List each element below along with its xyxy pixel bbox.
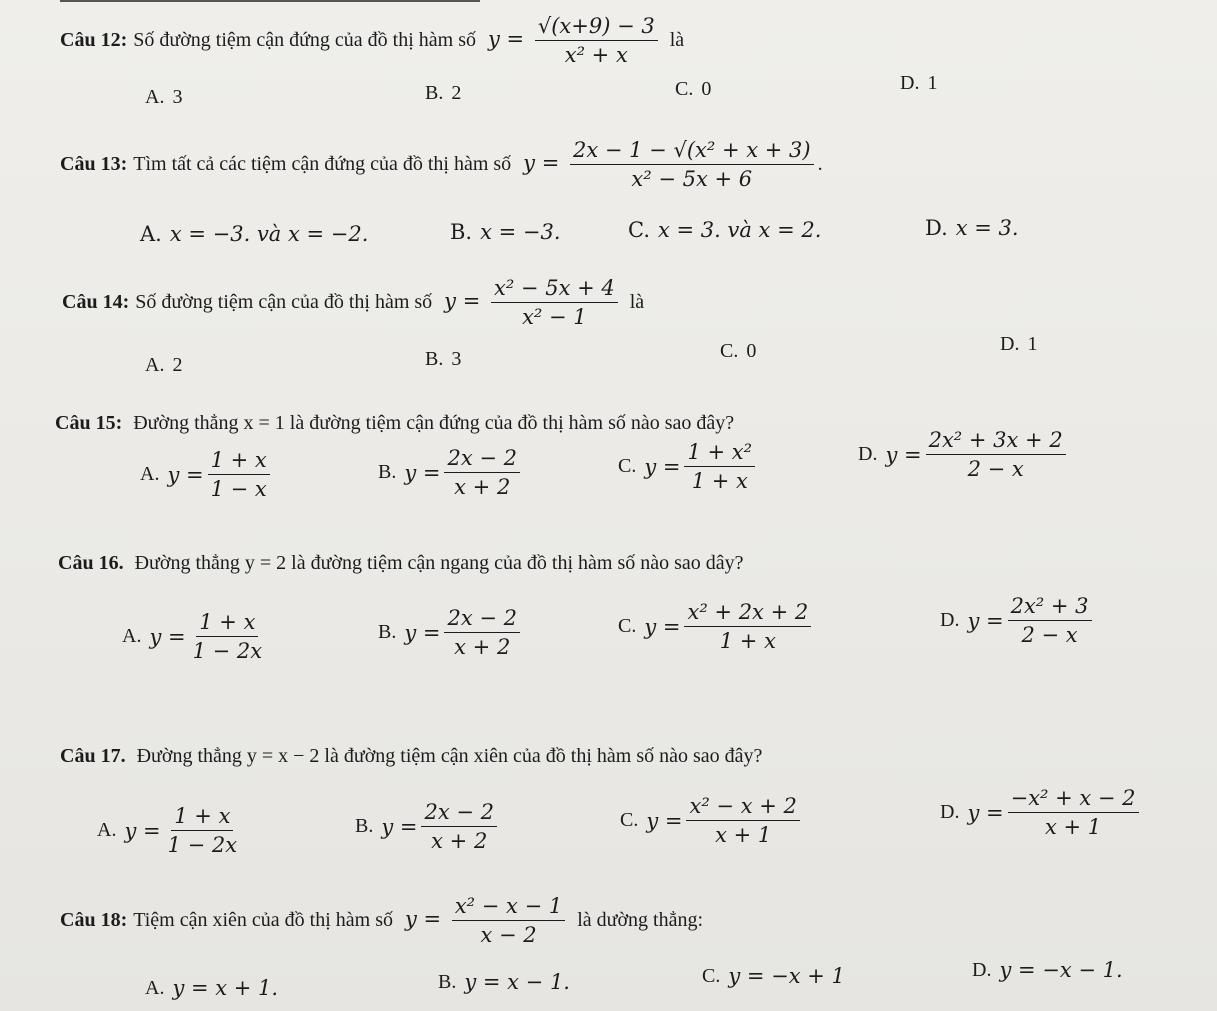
question-18 xyxy=(60,894,703,947)
question-label: Câu 12: xyxy=(60,29,128,51)
question-function: y = $\frac{√(x+9) - 3}{\text{x² + x}}$ xyxy=(488,14,662,67)
question-tail: . xyxy=(817,153,823,175)
option-d[interactable]: D. 1 xyxy=(900,72,938,94)
question-text: Số đường tiệm cận của đồ thị hàm số xyxy=(135,291,433,313)
question-label: Câu 16. xyxy=(58,552,124,574)
option-d[interactable]: D. y = $\frac{\text{2x² + 3}}{2 - x}$ xyxy=(940,594,1096,647)
fraction: $\frac{\text{2x² + 3x + 2}}{2 - x}$ xyxy=(926,428,1066,481)
question-text: Đường thẳng x = 1 là đường tiệm cận đứng của đồ thị hàm số nào sao đây? xyxy=(133,412,735,434)
option-c[interactable]: C. y = $\frac{\text{x² + 2x + 2}}{1 + x}$ xyxy=(618,600,815,653)
option-d[interactable]: D. y = $\frac{\text{−x² + x − 2}}{x + 1}$ xyxy=(940,786,1143,839)
question-tail: là dường thẳng: xyxy=(577,909,704,931)
option-d[interactable]: D. 1 xyxy=(1000,333,1038,355)
option-d[interactable]: D. y = $\frac{\text{2x² + 3x + 2}}{2 - x}$ xyxy=(858,428,1070,481)
question-label: Câu 14: xyxy=(62,291,130,313)
question-text: Tiệm cận xiên của đồ thị hàm số xyxy=(133,909,394,931)
option-a[interactable]: A. x = −3. và x = −2. xyxy=(140,222,369,246)
question-14 xyxy=(62,276,644,329)
question-text: Số đường tiệm cận đứng của đồ thị hàm số xyxy=(133,29,476,51)
option-b[interactable]: B. y = $\frac{2x - 2}{x + 2}$ xyxy=(378,446,524,499)
option-c[interactable]: C. x = 3. và x = 2. xyxy=(628,218,822,242)
question-text: Đường thẳng y = 2 là đường tiệm cận ngang của đồ thị hàm số nào sao dây? xyxy=(134,552,744,574)
fraction: $\frac{2x - 2}{x + 2}$ xyxy=(444,606,520,659)
question-label: Câu 17. xyxy=(60,745,126,767)
question-15 xyxy=(55,412,734,435)
top-rule xyxy=(60,0,480,2)
fraction: $\frac{\text{x² − 5x + 4}}{\text{x² − 1}}$ xyxy=(491,276,618,329)
option-b[interactable]: B. 2 xyxy=(425,82,462,104)
fraction: $\frac{1 + x}{1 - 2x}$ xyxy=(167,804,238,857)
fraction: $\frac{\text{2x − 1 − √(x² + x + 3)}}{\text{x² − 5x + 6}}$ xyxy=(570,138,814,191)
fraction: $\frac{2x - 2}{x + 2}$ xyxy=(421,800,497,853)
fraction: $\frac{\text{−x² + x − 2}}{x + 1}$ xyxy=(1008,786,1139,839)
question-label: Câu 18: xyxy=(60,909,128,931)
question-13 xyxy=(60,138,823,191)
question-label: Câu 13: xyxy=(60,153,128,175)
question-function: y = $\frac{\text{x² − 5x + 4}}{\text{x² − 1}}$ xyxy=(444,276,622,329)
option-c[interactable]: C. 0 xyxy=(720,340,757,362)
question-tail: là xyxy=(669,29,685,51)
option-a[interactable]: A. 3 xyxy=(145,86,183,108)
fraction: $\frac{\text{x² − x + 2}}{x + 1}$ xyxy=(686,794,799,847)
question-label: Câu 15: xyxy=(55,412,123,434)
question-function: y = $\frac{\text{x² − x − 1}}{x - 2}$ xyxy=(405,894,569,947)
option-a[interactable]: A. 2 xyxy=(145,354,183,376)
fraction: $\frac{1 + x}{1 - 2x}$ xyxy=(192,610,263,663)
option-b[interactable]: B. 3 xyxy=(425,348,462,370)
fraction: $\frac{\text{1 + x²}}{1 + x}$ xyxy=(684,440,755,493)
option-c[interactable]: C. y = $\frac{\text{x² − x + 2}}{x + 1}$ xyxy=(620,794,804,847)
option-c[interactable]: C. y = $\frac{\text{1 + x²}}{1 + x}$ xyxy=(618,440,759,493)
option-c[interactable]: C. y = −x + 1 xyxy=(702,964,845,988)
option-d[interactable]: D. x = 3. xyxy=(925,216,1019,240)
question-12 xyxy=(60,14,684,67)
option-c[interactable]: C. 0 xyxy=(675,78,712,100)
option-a[interactable]: A. y = x + 1. xyxy=(145,976,279,1000)
fraction: $\frac{√(x+9) - 3}{\text{x² + x}}$ xyxy=(535,14,658,67)
option-a[interactable]: A. y = $\frac{1 + x}{1 - x}$ xyxy=(140,448,274,501)
question-text: Đường thẳng y = x − 2 là đường tiệm cận xiên của đồ thị hàm số nào sao đây? xyxy=(136,745,763,767)
option-a[interactable]: A. y = $\frac{1 + x}{1 - 2x}$ xyxy=(97,804,244,857)
question-17 xyxy=(60,745,762,768)
question-tail: là xyxy=(629,291,645,313)
fraction: $\frac{\text{x² − x − 1}}{x - 2}$ xyxy=(452,894,565,947)
question-function: y = $\frac{\text{2x − 1 − √(x² + x + 3)}}{\text{x² − 5x + 6}}$ xyxy=(523,138,817,191)
option-b[interactable]: B. y = x − 1. xyxy=(438,970,570,994)
option-d[interactable]: D. y = −x − 1. xyxy=(972,958,1123,982)
question-16 xyxy=(58,552,744,575)
fraction: $\frac{\text{x² + 2x + 2}}{1 + x}$ xyxy=(684,600,811,653)
fraction: $\frac{2x - 2}{x + 2}$ xyxy=(444,446,520,499)
option-b[interactable]: B. y = $\frac{2x - 2}{x + 2}$ xyxy=(378,606,524,659)
option-b[interactable]: B. y = $\frac{2x - 2}{x + 2}$ xyxy=(355,800,501,853)
option-b[interactable]: B. x = −3. xyxy=(450,220,561,244)
fraction: $\frac{1 + x}{1 - x}$ xyxy=(208,448,270,501)
option-a[interactable]: A. y = $\frac{1 + x}{1 - 2x}$ xyxy=(122,610,269,663)
fraction: $\frac{\text{2x² + 3}}{2 - x}$ xyxy=(1008,594,1092,647)
question-text: Tìm tất cả các tiệm cận đứng của đồ thị hàm số xyxy=(133,153,512,175)
